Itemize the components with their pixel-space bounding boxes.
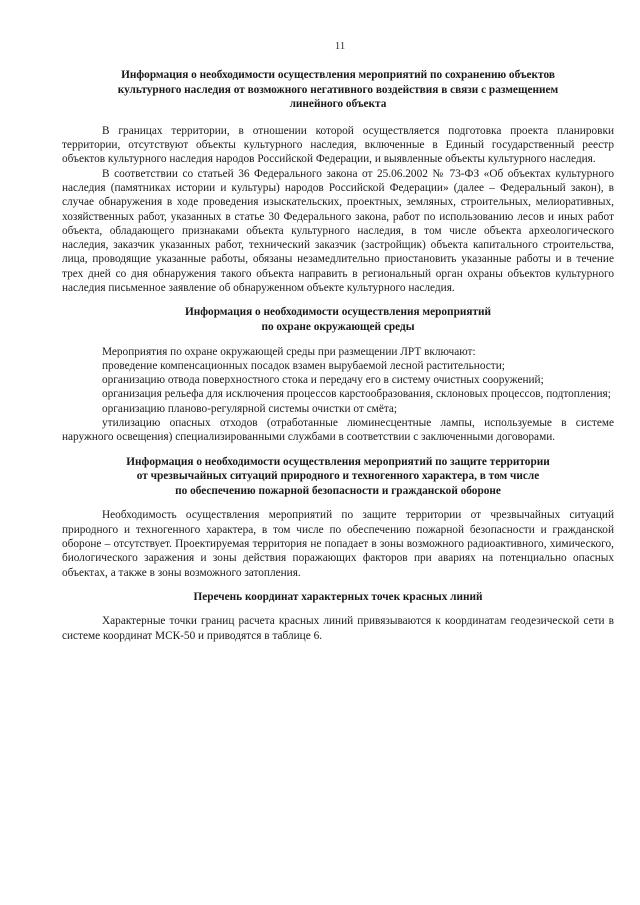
paragraph: Мероприятия по охране окружающей среды при размещении ЛРТ включают: bbox=[102, 345, 476, 358]
section-heading-cultural-heritage bbox=[72, 68, 604, 112]
heading-line: по обеспечению пожарной безопасности и гражданской обороне bbox=[175, 484, 501, 497]
section-heading-environment bbox=[72, 305, 604, 334]
heading-line: культурного наследия от возможного негативного воздействия в связи с размещением bbox=[117, 83, 559, 96]
paragraph: Характерные точки границ расчета красных линий привязываются к координатам геодезической сети в системе координат МСК-50 и приводятся в таблице 6. bbox=[62, 615, 614, 642]
heading-line: Информация о необходимости осуществления мероприятий по защите территории bbox=[126, 455, 550, 468]
heading-line: Информация о необходимости осуществления мероприятий bbox=[184, 306, 492, 319]
heading-line: от чрезвычайных ситуаций природного и техногенного характера, в том числе bbox=[136, 470, 540, 483]
list-item: проведение компенсационных посадок взамен вырубаемой лесной растительности; bbox=[102, 359, 505, 372]
list-item: организация рельефа для исключения процессов карстообразования, склоновых процессов, подтопления; bbox=[102, 388, 611, 401]
list-item: утилизацию опасных отходов (отработанные люминесцентные лампы, используемые в системе наружного освещения) специализированными службами в соответствии с заключенными договорами. bbox=[62, 417, 614, 444]
paragraph: В соответствии со статьей 36 Федерального закона от 25.06.2002 № 73-ФЗ «Об объектах культурного наследия (памятниках истории и культуры) народов Российской Федерации» (далее – Федеральный закон), в случае обнаружения в ходе проведения изыскательских, проектных, земляных, строительных, мелиоративных, хозяйственных работ, указанных в статье 30 Федерального закона, работ по использованию лесов и иных работ объекта, обладающего признаками объекта культурного наследия, в том числе объекта археологического наследия, заказчик указанных работ, технический заказчик (застройщик) объекта капитального строительства, лица, проводящие указанные работы, обязаны незамедлительно приостановить указанные работы и в течение трех дней со дня обнаружения такого объекта направить в региональный орган охраны объектов культурного наследия письменное заявление об обнаруженном объекте культурного наследия. bbox=[62, 167, 614, 295]
heading-line: линейного объекта bbox=[289, 98, 387, 111]
heading-line: Перечень координат характерных точек красных линий bbox=[193, 590, 483, 603]
section-heading-red-lines bbox=[72, 590, 604, 605]
list-item: организацию отвода поверхностного стока и передачу его в систему очистных сооружений; bbox=[102, 374, 544, 387]
page-content bbox=[62, 68, 614, 643]
list-item: организацию планово-регулярной системы очистки от смёта; bbox=[102, 402, 398, 415]
heading-line: Информация о необходимости осуществления мероприятий по сохранению объектов bbox=[121, 69, 555, 81]
heading-line: по охране окружающей среды bbox=[261, 320, 415, 333]
paragraph: Необходимость осуществления мероприятий по защите территории от чрезвычайных ситуаций природного и техногенного характера, в том числе по обеспечению пожарной безопасности и гражданской обороне – отсутствует. Проектируемая территория не попадает в зоны возможного радиоактивного, химического, биологического заражения и зоны действия поражающих факторов при авариях на потенциально опасных объектах, а также в зоны возможного затопления. bbox=[62, 509, 614, 579]
paragraph: В границах территории, в отношении которой осуществляется подготовка проекта планировки территории, отсутствуют объекты культурного наследия, включенные в Единый государственный реестр объектов культурного наследия народов Российской Федерации, и выявленные объекты культурного наследия. bbox=[62, 124, 614, 166]
section-heading-emergency bbox=[72, 455, 604, 499]
page-number: 11 bbox=[334, 40, 346, 52]
